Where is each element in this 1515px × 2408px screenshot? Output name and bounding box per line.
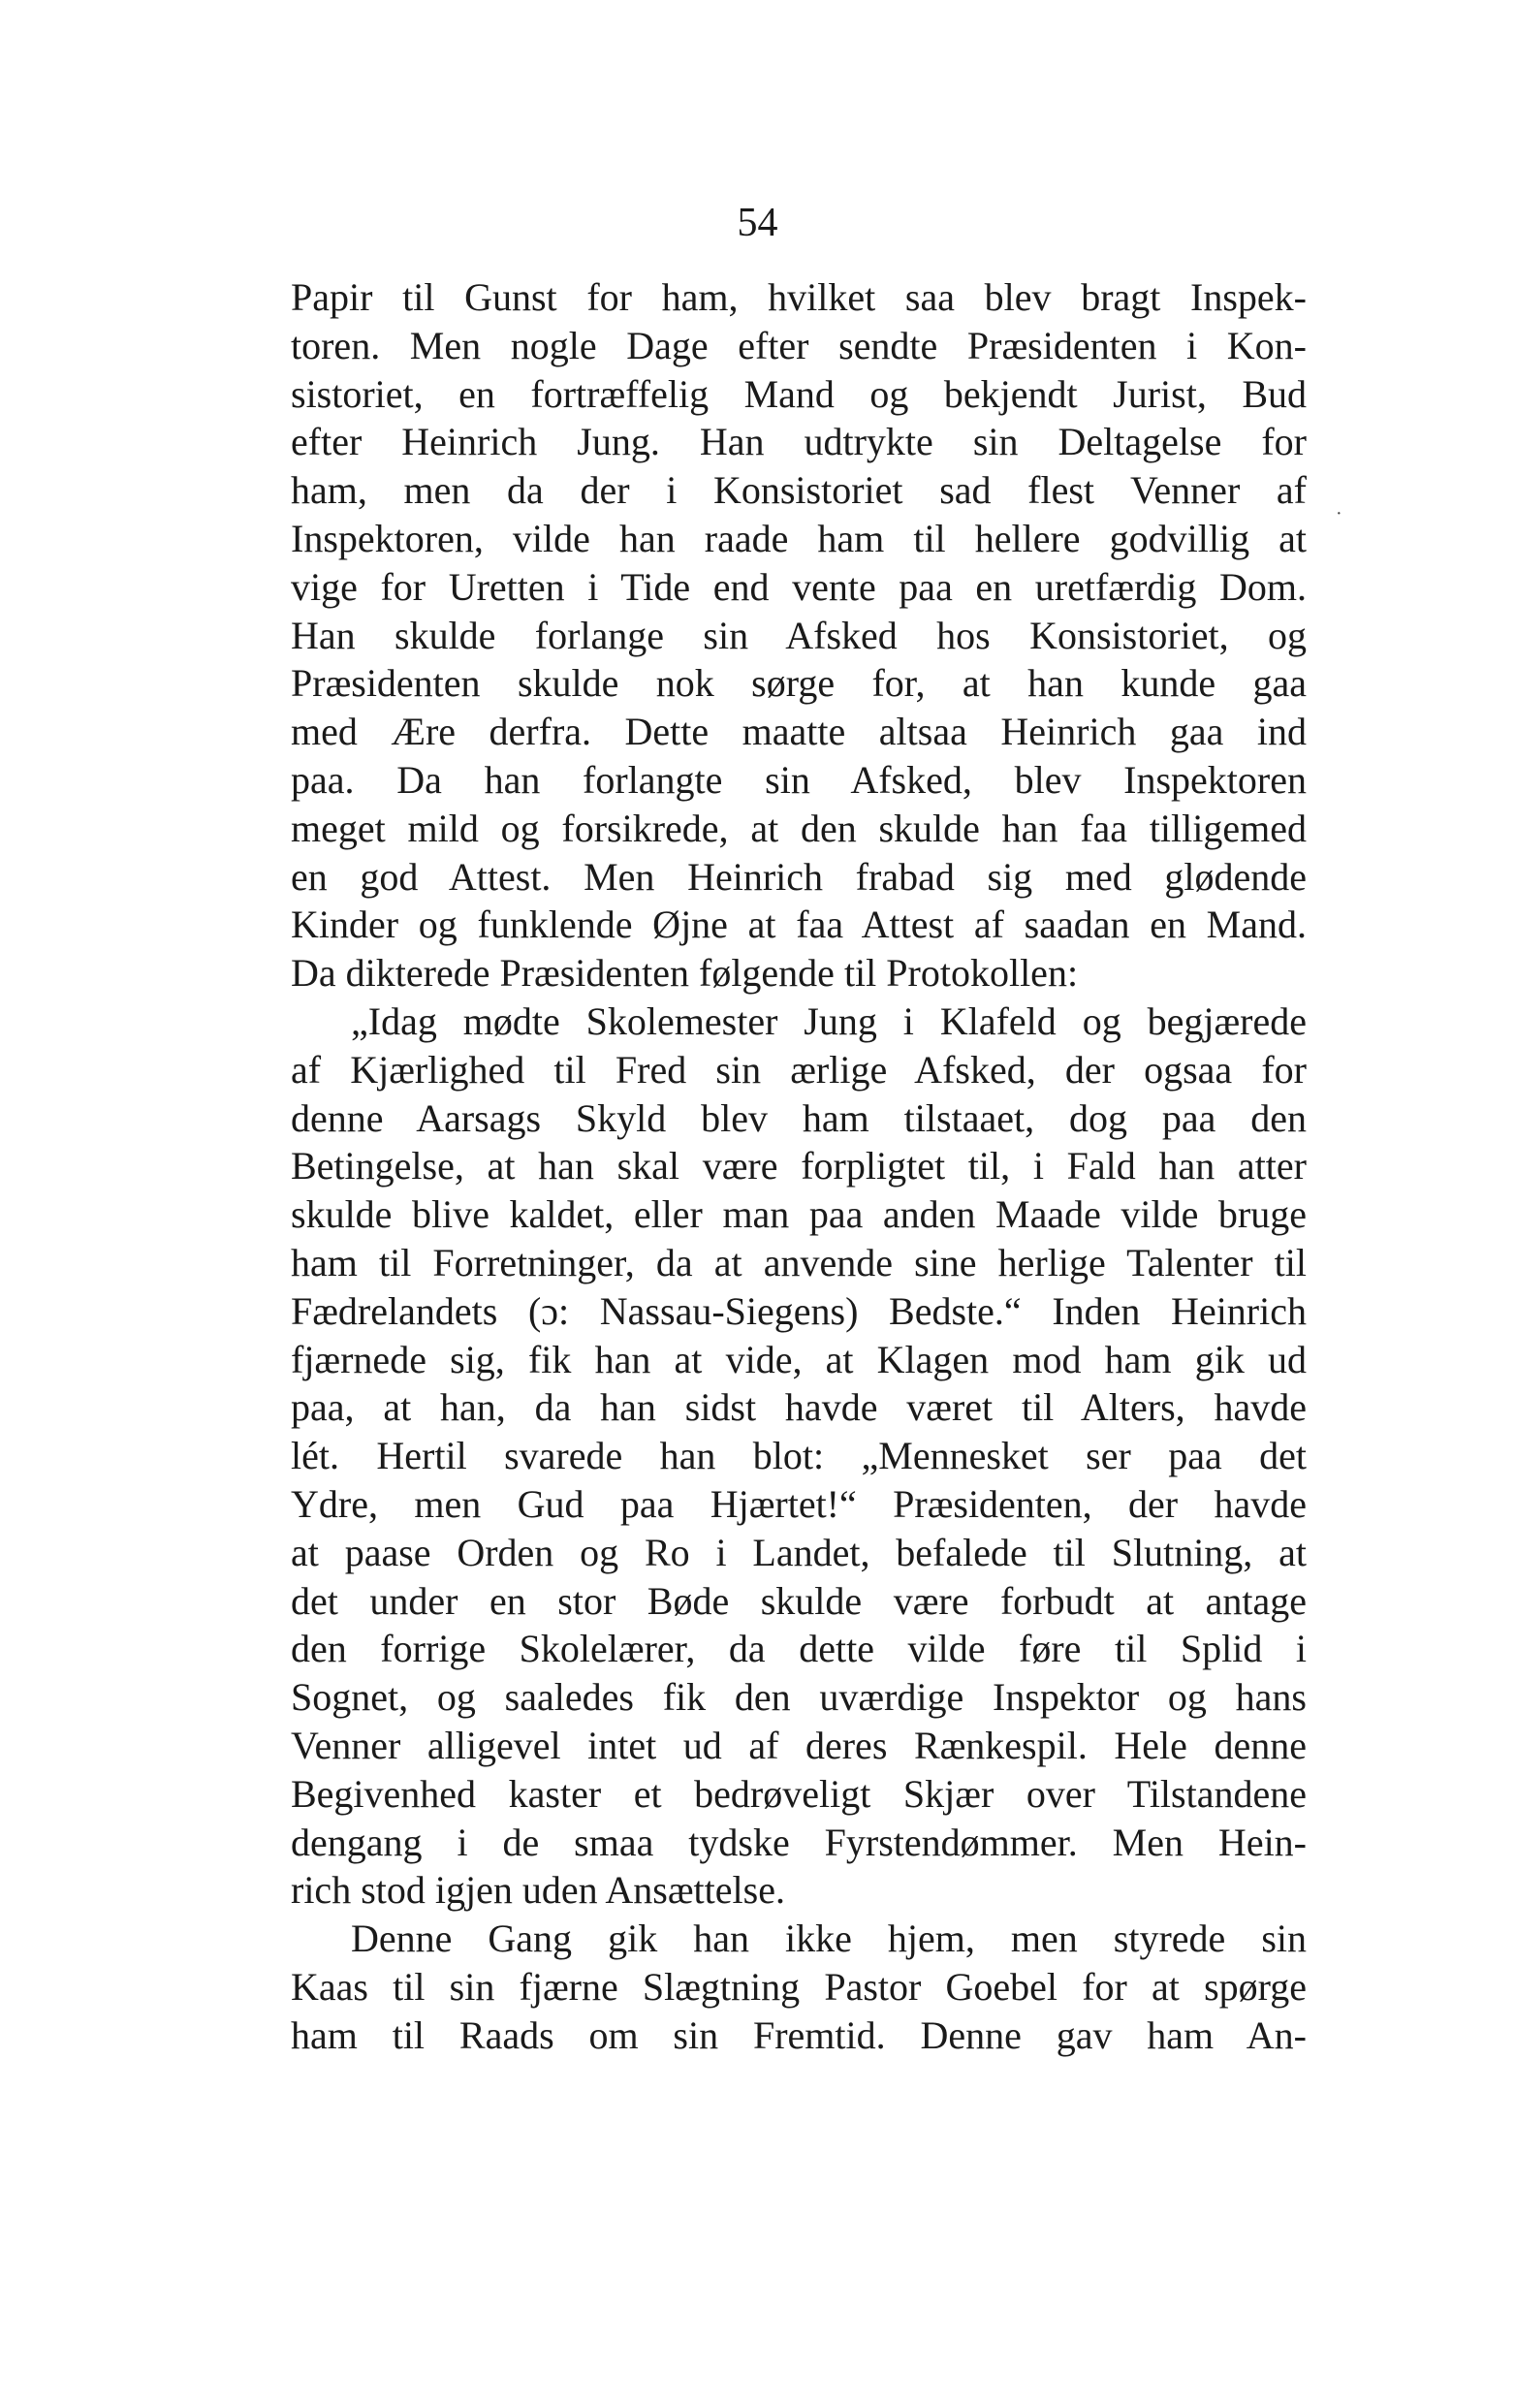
text-line: en god Attest. Men Heinrich frabad sig med glødende xyxy=(291,854,1307,899)
text-line: Inspektoren, vilde han raade ham til hellere godvillig at xyxy=(291,516,1307,560)
body-text xyxy=(291,273,1307,2059)
text-line: det under en stor Bøde skulde være forbudt at antage xyxy=(291,1578,1307,1623)
text-line: Denne Gang gik han ikke hjem, men styrede sin xyxy=(351,1917,1307,1961)
text-line: Ydre, men Gud paa Hjærtet!“ Præsidenten, der havde xyxy=(291,1481,1307,1526)
text-line: ham til Raads om sin Fremtid. Denne gav ham An- xyxy=(291,2012,1307,2057)
text-line: Sognet, og saaledes fik den uværdige Inspektor og hans xyxy=(291,1675,1307,1720)
text-line: sistoriet, en fortræffelig Mand og bekjendt Jurist, Bud xyxy=(291,371,1307,416)
text-line: med Ære derfra. Dette maatte altsaa Heinrich gaa ind xyxy=(291,710,1307,754)
text-line: meget mild og forsikrede, at den skulde han faa tilligemed xyxy=(291,806,1307,850)
text-line: ham, men da der i Konsistoriet sad flest Venner af xyxy=(291,468,1307,513)
text-line: toren. Men nogle Dage efter sendte Præsidenten i Kon- xyxy=(291,323,1307,367)
text-line: Fædrelandets (ɔ: Nassau-Siegens) Bedste.“ Inden Heinrich xyxy=(291,1288,1307,1333)
text-line: Betingelse, at han skal være forpligtet til, i Fald han atter xyxy=(291,1144,1307,1188)
text-line: rich stod igjen uden Ansættelse. xyxy=(291,1868,785,1913)
text-line: Da dikterede Præsidenten følgende til Protokollen: xyxy=(291,951,1079,996)
text-line: denne Aarsags Skyld blev ham tilstaaet, dog paa den xyxy=(291,1095,1307,1140)
text-line: „Idag mødte Skolemester Jung i Klafeld og begjærede xyxy=(351,998,1307,1043)
margin-dot-mark: · xyxy=(1336,503,1342,524)
text-line: lét. Hertil svarede han blot: „Mennesket ser paa det xyxy=(291,1434,1307,1478)
text-line: paa. Da han forlangte sin Afsked, blev Inspektoren xyxy=(291,757,1307,802)
text-line: Han skulde forlange sin Afsked hos Konsistoriet, og xyxy=(291,613,1307,657)
text-line: vige for Uretten i Tide end vente paa en uretfærdig Dom. xyxy=(291,564,1307,609)
page-number: 54 xyxy=(737,201,778,245)
text-line: efter Heinrich Jung. Han udtrykte sin Deltagelse for xyxy=(291,420,1307,464)
text-line: fjærnede sig, fik han at vide, at Klagen mod ham gik ud xyxy=(291,1337,1307,1381)
text-line: paa, at han, da han sidst havde været til Alters, havde xyxy=(291,1385,1307,1430)
text-line: af Kjærlighed til Fred sin ærlige Afsked, der ogsaa for xyxy=(291,1047,1307,1092)
text-line: Kaas til sin fjærne Slægtning Pastor Goebel for at spørge xyxy=(291,1964,1307,2009)
text-line: at paase Orden og Ro i Landet, befalede til Slutning, at xyxy=(291,1530,1307,1574)
text-line: Venner alligevel intet ud af deres Rænkespil. Hele denne xyxy=(291,1723,1307,1767)
text-line: den forrige Skolelærer, da dette vilde føre til Splid i xyxy=(291,1627,1307,1671)
text-line: dengang i de smaa tydske Fyrstendømmer. Men Hein- xyxy=(291,1820,1307,1864)
text-line: ham til Forretninger, da at anvende sine herlige Talenter til xyxy=(291,1240,1307,1284)
text-line: Papir til Gunst for ham, hvilket saa blev bragt Inspek- xyxy=(291,275,1307,319)
text-line: skulde blive kaldet, eller man paa anden Maade vilde bruge xyxy=(291,1192,1307,1237)
text-line: Begivenhed kaster et bedrøveligt Skjær over Tilstandene xyxy=(291,1771,1307,1816)
text-line: Kinder og funklende Øjne at faa Attest af saadan en Mand. xyxy=(291,903,1307,947)
text-line: Præsidenten skulde nok sørge for, at han kunde gaa xyxy=(291,661,1307,706)
